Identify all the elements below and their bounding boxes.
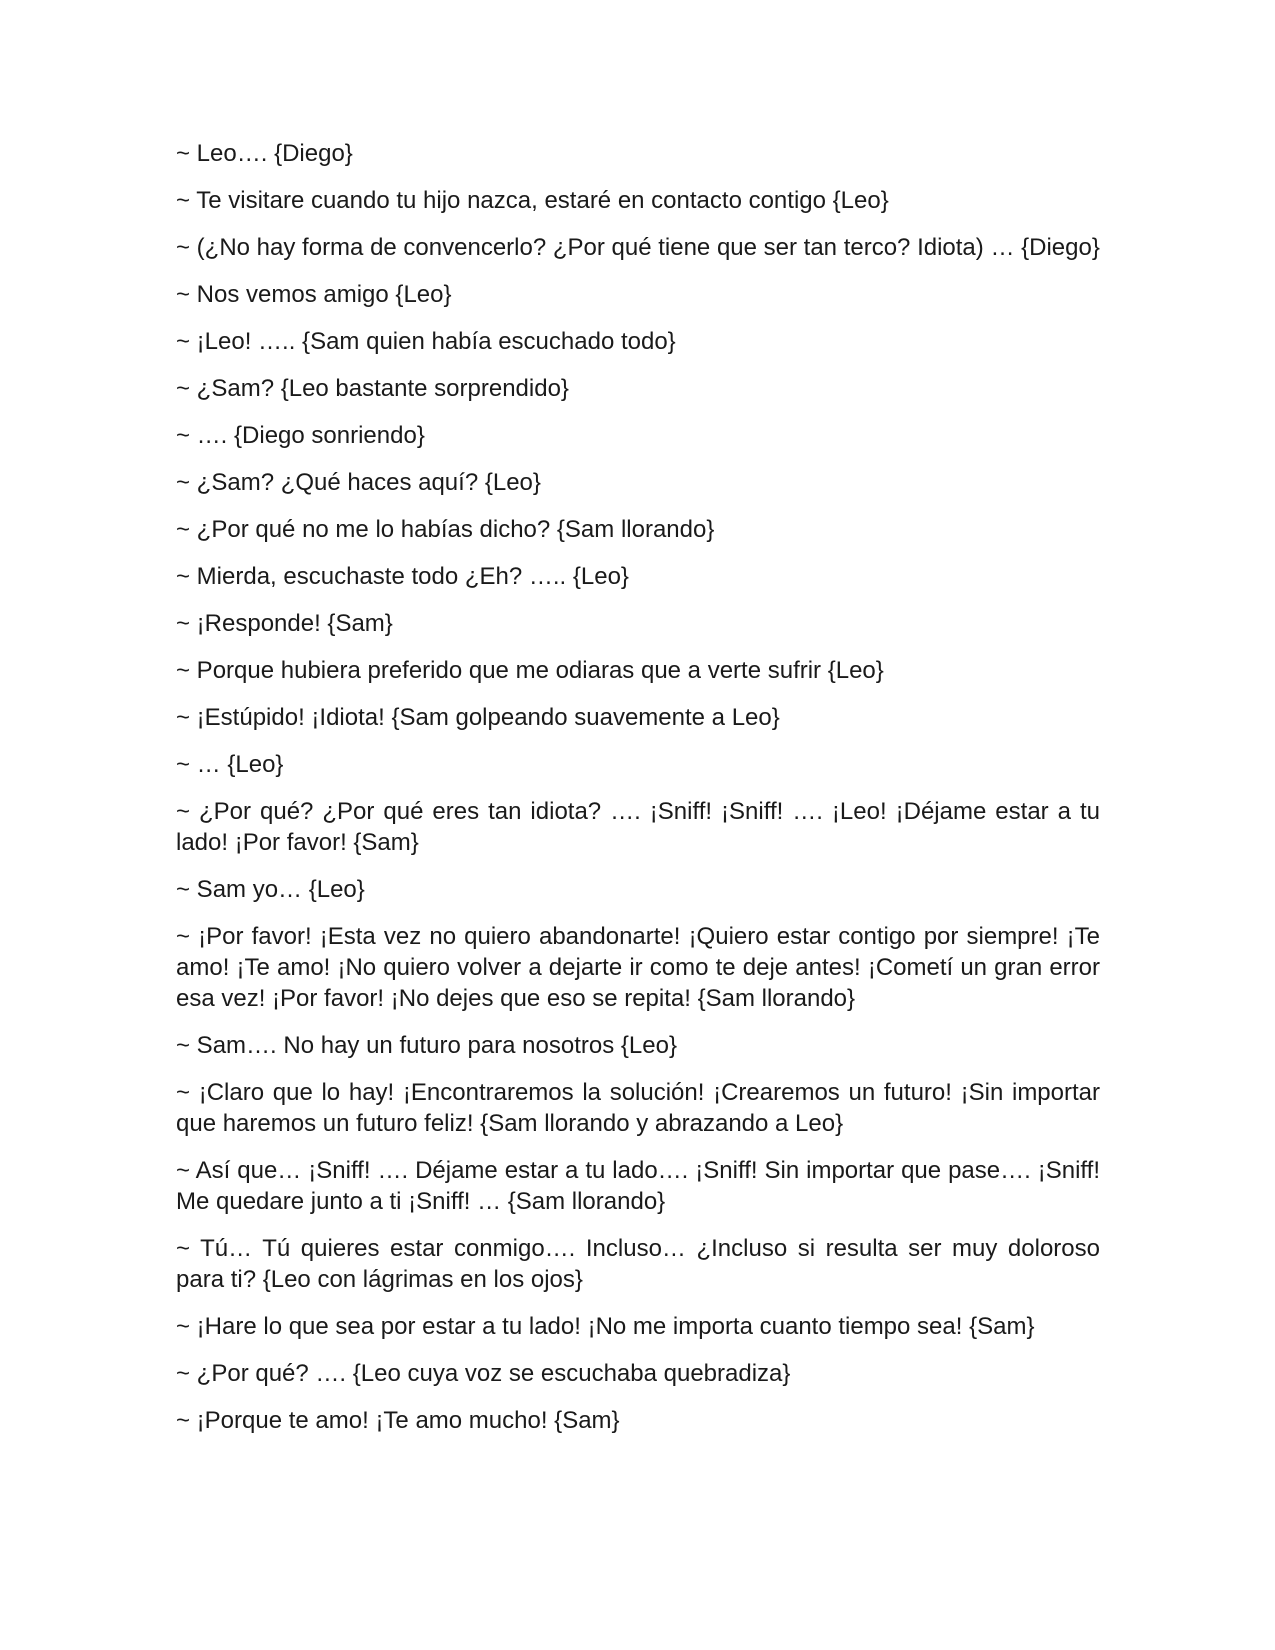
dialogue-line: ~ Porque hubiera preferido que me odiaras que a verte sufrir {Leo}	[176, 657, 884, 684]
dialogue-line: ~ ¿Sam? ¿Qué haces aquí? {Leo}	[176, 469, 541, 496]
dialogue-text	[176, 138, 1100, 1452]
dialogue-line: ~ ¿Sam? {Leo bastante sorprendido}	[176, 375, 569, 402]
dialogue-line: ~ ¡Claro que lo hay! ¡Encontraremos la solución! ¡Crearemos un futuro! ¡Sin importar que haremos un futuro feliz! {Sam llorando y abrazando a Leo}	[176, 1079, 1100, 1137]
dialogue-line: ~ Así que… ¡Sniff! …. Déjame estar a tu lado…. ¡Sniff! Sin importar que pase…. ¡Sniff! Me quedare junto a ti ¡Sniff! … {Sam llorando}	[176, 1157, 1100, 1215]
dialogue-line: ~ Sam…. No hay un futuro para nosotros {Leo}	[176, 1032, 677, 1059]
dialogue-line: ~ Sam yo… {Leo}	[176, 876, 365, 903]
dialogue-line: ~ Mierda, escuchaste todo ¿Eh? ….. {Leo}	[176, 563, 629, 590]
dialogue-line: ~ ¡Por favor! ¡Esta vez no quiero abandonarte! ¡Quiero estar contigo por siempre! ¡Te amo! ¡Te amo! ¡No quiero volver a dejarte ir como te deje antes! ¡Cometí un gran error esa vez! ¡Por favor! ¡No dejes que eso se repita! {Sam llorando}	[176, 923, 1100, 1012]
dialogue-line: ~ Te visitare cuando tu hijo nazca, estaré en contacto contigo {Leo}	[176, 187, 889, 214]
dialogue-line: ~ ¿Por qué? …. {Leo cuya voz se escuchaba quebradiza}	[176, 1360, 791, 1387]
dialogue-line: ~ ¡Porque te amo! ¡Te amo mucho! {Sam}	[176, 1407, 620, 1434]
dialogue-line: ~ …. {Diego sonriendo}	[176, 422, 425, 449]
dialogue-line: ~ Tú… Tú quieres estar conmigo…. Incluso… ¿Incluso si resulta ser muy doloroso para ti? {Leo con lágrimas en los ojos}	[176, 1235, 1100, 1293]
dialogue-line: ~ Nos vemos amigo {Leo}	[176, 281, 452, 308]
dialogue-line: ~ ¡Responde! {Sam}	[176, 610, 393, 637]
dialogue-line: ~ … {Leo}	[176, 751, 284, 778]
dialogue-line: ~ ¡Estúpido! ¡Idiota! {Sam golpeando suavemente a Leo}	[176, 704, 780, 731]
dialogue-line: ~ (¿No hay forma de convencerlo? ¿Por qué tiene que ser tan terco? Idiota) … {Diego}	[176, 234, 1100, 261]
dialogue-line: ~ ¿Por qué no me lo habías dicho? {Sam llorando}	[176, 516, 715, 543]
dialogue-line: ~ ¡Hare lo que sea por estar a tu lado! ¡No me importa cuanto tiempo sea! {Sam}	[176, 1313, 1035, 1340]
dialogue-line: ~ ¡Leo! ….. {Sam quien había escuchado todo}	[176, 328, 676, 355]
dialogue-line: ~ ¿Por qué? ¿Por qué eres tan idiota? …. ¡Sniff! ¡Sniff! …. ¡Leo! ¡Déjame estar a tu lado! ¡Por favor! {Sam}	[176, 798, 1100, 856]
dialogue-line: ~ Leo…. {Diego}	[176, 140, 353, 167]
